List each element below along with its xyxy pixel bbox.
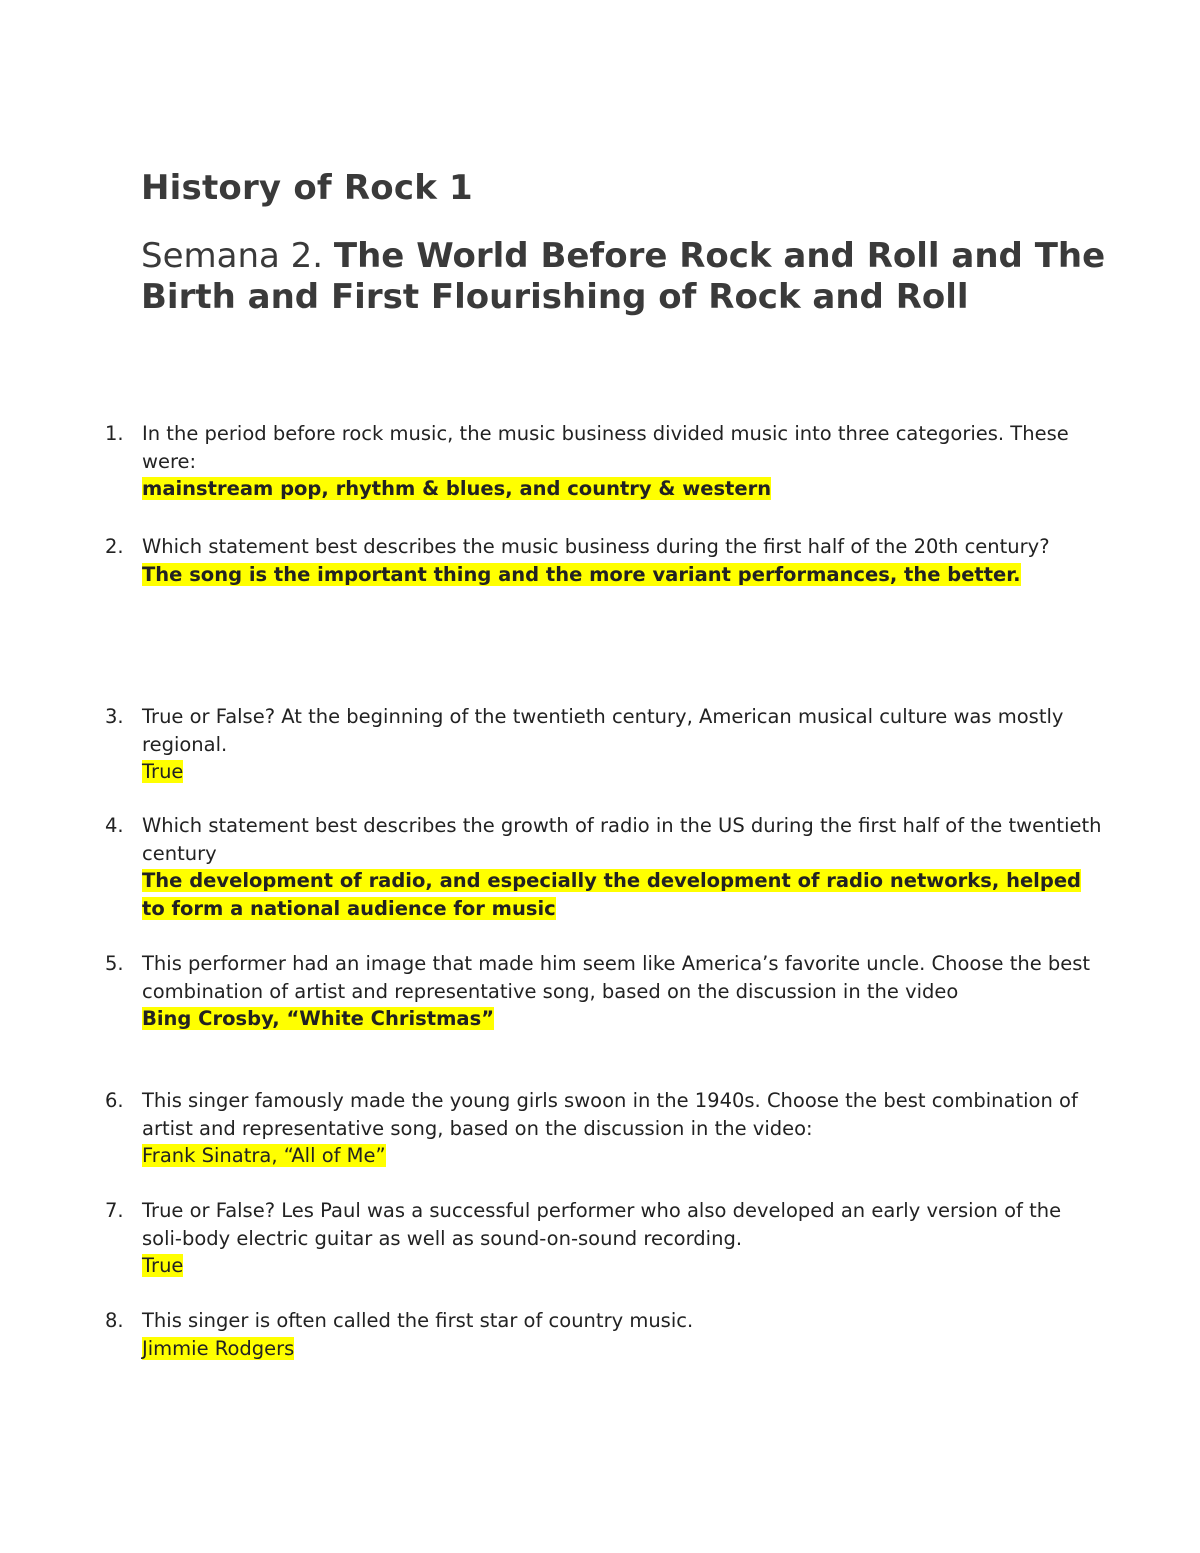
question-prompt: Which statement best describes the music business during the first half of the 20th century? [142,535,1050,558]
question-item [105,950,1105,1033]
document-subtitle [141,236,1121,318]
question-number: 3. [105,705,124,728]
answer-highlight: The song is the important thing and the more variant performances, the better. [142,562,1021,586]
question-prompt: This singer is often called the first star of country music. [142,1309,694,1332]
answer-highlight: Bing Crosby, “White Christmas” [142,1007,495,1030]
question-item [105,812,1105,922]
question-number: 1. [105,422,124,445]
answer-highlight: Frank Sinatra, “All of Me” [142,1144,386,1167]
question-number: 5. [105,952,124,975]
question-item [105,1087,1105,1170]
question-item [105,1307,1105,1362]
question-number: 6. [105,1089,124,1112]
answer-highlight: The development of radio, and especially the development of radio networks, helped to form a national audience for music [142,869,1081,920]
question-number: 8. [105,1309,124,1332]
question-prompt: True or False? Les Paul was a successful performer who also developed an early version of the soli-body electric guitar as well as sound-on-sound recording. [142,1199,1062,1250]
question-number: 4. [105,814,124,837]
question-number: 2. [105,535,124,558]
answer-highlight: True [142,760,184,783]
answer-highlight: mainstream pop, rhythm & blues, and country & western [142,477,772,500]
subtitle-main: The World Before Rock and Roll and The Birth and First Flourishing of Rock and Roll [141,236,1106,317]
question-item [105,703,1105,786]
question-item [105,420,1105,503]
answer-highlight: True [142,1254,184,1277]
question-prompt: This singer famously made the young girls swoon in the 1940s. Choose the best combination of artist and representative song, based on the discussion in the video: [142,1089,1078,1140]
question-prompt: True or False? At the beginning of the twentieth century, American musical culture was mostly regional. [142,705,1064,756]
question-number: 7. [105,1199,124,1222]
document-title: History of Rock 1 [141,168,473,208]
subtitle-prefix: Semana 2. [141,236,334,276]
question-prompt: In the period before rock music, the music business divided music into three categories. These were: [142,422,1069,473]
question-item [105,533,1105,588]
question-item [105,1197,1105,1280]
question-prompt: This performer had an image that made him seem like America’s favorite uncle. Choose the best combination of artist and representative song, based on the discussion in the video [142,952,1091,1003]
question-prompt: Which statement best describes the growth of radio in the US during the first half of the twentieth century [142,814,1102,865]
answer-highlight: Jimmie Rodgers [142,1336,295,1360]
